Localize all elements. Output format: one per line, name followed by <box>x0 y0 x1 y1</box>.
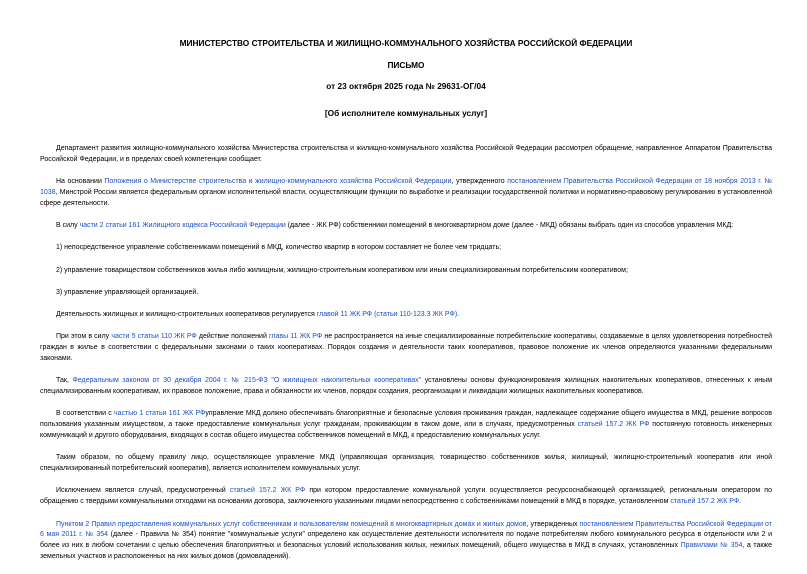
paragraph-text: Исключением является случай, предусмотренный <box>56 487 230 495</box>
document-link[interactable]: части 2 статьи 161 Жилищного кодекса Российской Федерации <box>79 221 286 229</box>
paragraph-text: , Минстрой России является федеральным органом исполнительной власти, осуществляющим функции по выработке и реализации государственной политики и нормативно-правовому регулированию в установленной сфере деятельности. <box>40 188 772 207</box>
paragraph-text: На основании <box>56 178 105 186</box>
paragraph <box>40 310 772 321</box>
paragraph-text: В силу <box>56 221 80 229</box>
document-link[interactable]: части 5 статьи 110 ЖК РФ <box>111 333 197 341</box>
paragraph-text: 3) управление управляющей организацией. <box>56 288 199 296</box>
paragraph-text: Деятельность жилищных и жилищно-строительных кооперативов регулируется <box>56 311 317 319</box>
paragraph-text: при котором предоставление коммунальной услуги осуществляется ресурсоснабжающей организацией, региональным оператором по обращению с твердыми коммунальными отходами на основании договора, заключенного указанными лицами непосредственно с собственниками помещений в МКД в порядке, установленном <box>40 487 772 506</box>
paragraph-text: 2) управление товариществом собственников жилья либо жилищным, жилищно-строительным кооперативом или иным специализированным потребительским кооперативом; <box>56 266 628 274</box>
document-subject: [Об исполнителе коммунальных услуг] <box>324 108 488 118</box>
document-link[interactable]: главы 11 ЖК РФ <box>269 333 323 341</box>
document-date-number: от 23 октября 2025 года № 29631-ОГ/04 <box>326 81 486 91</box>
ministry-heading: МИНИСТЕРСТВО СТРОИТЕЛЬСТВА И ЖИЛИЩНО-КОММУНАЛЬНОГО ХОЗЯЙСТВА РОССИЙСКОЙ ФЕДЕРАЦИИ <box>179 38 633 48</box>
document-link[interactable]: постановлением Правительства Российской Федерации от 18 ноября 2013 г. № 1038 <box>40 178 772 196</box>
document-link[interactable]: статьей 157.2 ЖК РФ <box>670 498 740 506</box>
document-type: ПИСЬМО <box>387 60 425 70</box>
paragraph-text: При этом в силу <box>56 333 112 341</box>
paragraph-text: не распространяется на иные специализированные потребительские кооперативы, создаваемые в целях удовлетворения потребностей граждан в жилье в соответствии с федеральными законами о таких кооперативах. Порядок создания и деятельности таких кооперативов, правовое положение их членов определяются указанными федеральными законами. <box>40 333 772 363</box>
document-body <box>40 144 772 563</box>
document <box>40 0 772 574</box>
paragraph-text: установлены основы функционирования жилищных накопительных кооперативов, отнесенных к иным специализированным кооперативам, их правовое положение, права и обязанности их членов, порядок создания, реорганизации и ликвидации жилищных накопительных кооперативов. <box>40 377 773 396</box>
paragraph <box>40 177 772 209</box>
document-link[interactable]: статьей 157.2 ЖК РФ <box>577 421 650 429</box>
paragraph-text: постоянную готовность инженерных коммуникаций и другого оборудования, входящих в состав общего имущества собственников помещений в МКД, к предоставлению коммунальных услуг. <box>40 421 772 440</box>
paragraph-text: (далее - ЖК РФ) собственники помещений в многоквартирном доме (далее - МКД) обязаны выбрать один из способов управления МКД: <box>285 221 734 229</box>
paragraph <box>40 376 772 398</box>
document-link[interactable]: Федеральным законом от 30 декабря 2004 г. № 215-ФЗ "О жилищных накопительных кооперативах" <box>72 377 422 385</box>
paragraph-text: , утвержденных <box>526 520 580 528</box>
paragraph <box>40 332 772 364</box>
paragraph <box>40 288 772 299</box>
paragraph-text: 1) непосредственное управление собственниками помещений в МКД, количество квартир в котором составляет не более чем тридцать; <box>56 244 502 252</box>
document-link[interactable]: Положения о Министерстве строительства и жилищно-коммунального хозяйства Российской Федерации <box>104 178 452 186</box>
paragraph-text: Так, <box>56 377 73 385</box>
paragraph-text: В соответствии с <box>56 410 114 418</box>
paragraph-text: действие положений <box>196 333 269 341</box>
paragraph-text: (далее - Правила № 354) понятие "коммунальные услуги" определено как осуществление деятельности исполнителя по подаче потребителям любого коммунального ресурса в отдельности или 2 и более из них в любом сочетании с целью обеспечения благоприятных и безопасных условий использования жилых, нежилых помещений, общего имущества в МКД в случаях, установленных <box>40 531 772 550</box>
paragraph-text: , а также земельных участков и расположенных на них жилых домов (домовладений). <box>40 542 772 560</box>
paragraph <box>40 266 772 277</box>
paragraph-text: Таким образом, по общему правилу лицо, осуществляющее управление МКД (управляющая организация, товарищество собственников жилья, жилищный, жилищно-строительный кооператив или иной специализированный потребительский кооператив), является исполнителем коммунальных услуг. <box>40 454 772 473</box>
paragraph <box>40 453 772 475</box>
paragraph <box>40 520 772 563</box>
paragraph <box>40 409 772 441</box>
paragraph <box>40 144 772 166</box>
paragraph-text: . <box>739 498 742 506</box>
paragraph <box>40 221 772 232</box>
paragraph-text: управление МКД должно обеспечивать благоприятные и безопасные условия проживания граждан, надлежащее содержание общего имущества в МКД, решение вопросов пользования указанным имуществом, а также предоставление коммунальных услуг гражданам, проживающим в таком доме, или в случаях, предусмотренных <box>40 410 772 429</box>
paragraph <box>40 486 772 508</box>
document-link[interactable]: Пунктом 2 Правил предоставления коммунальных услуг собственникам и пользователям помещений в многоквартирных домах и жилых домов <box>56 520 527 528</box>
paragraph-text: , утвержденного <box>451 178 508 186</box>
paragraph-text: Департамент развития жилищно-коммунального хозяйства Министерства строительства и жилищно-коммунального хозяйства Российской Федерации рассмотрел обращение, направленное Аппаратом Правительства Российской Федерации, и в пределах своей компетенции сообщает. <box>40 145 772 163</box>
document-link[interactable]: частью 1 статьи 161 ЖК РФ <box>113 410 206 418</box>
paragraph-text: . <box>457 311 460 319</box>
document-link[interactable]: статьей 157.2 ЖК РФ <box>229 487 306 495</box>
document-link[interactable]: Правилами № 354 <box>680 542 743 550</box>
document-link[interactable]: постановлением Правительства Российской Федерации от 6 мая 2011 г. № 354 <box>40 520 772 539</box>
document-link[interactable]: главой 11 ЖК РФ (статьи 110-123.3 ЖК РФ) <box>316 311 458 319</box>
paragraph <box>40 243 772 254</box>
